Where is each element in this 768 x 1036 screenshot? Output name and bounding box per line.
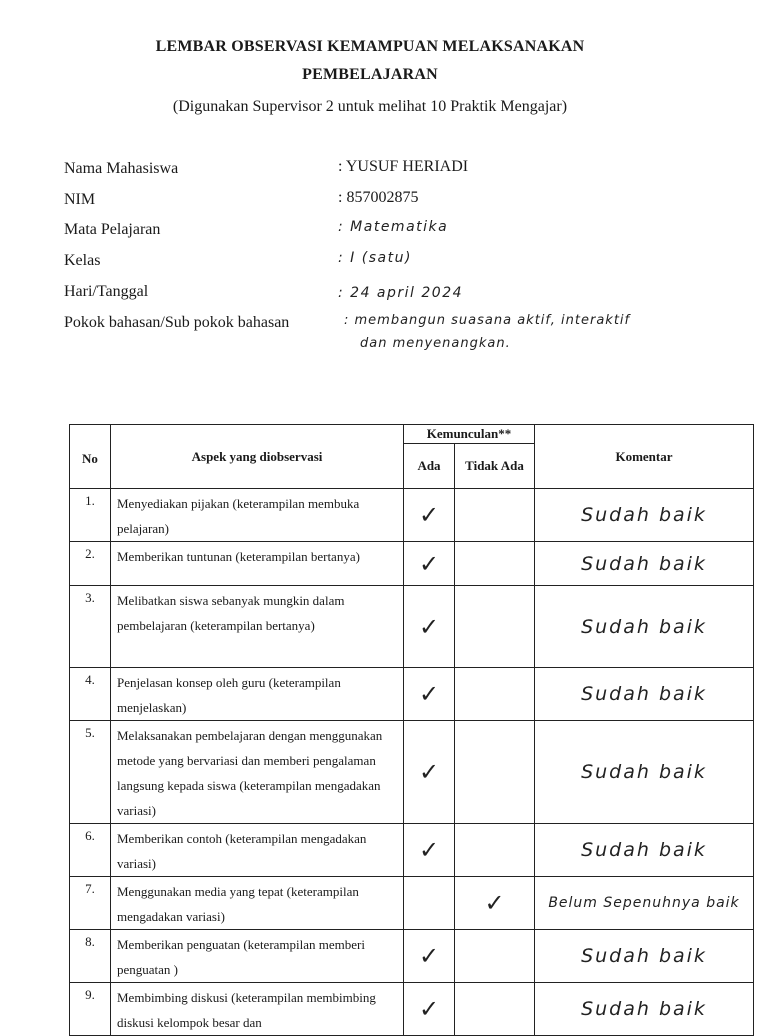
field-label-pokok-bahasan: Pokok bahasan/Sub pokok bahasan [64, 314, 290, 331]
check-mark-icon: ✓ [455, 877, 535, 930]
row-aspek: Memberikan penguatan (keterampilan memberi penguatan ) [111, 930, 404, 983]
row-tidak-ada [455, 586, 535, 668]
field-label-nim: NIM [64, 191, 96, 208]
table-row [70, 668, 754, 721]
row-aspek: Memberikan tuntunan (keterampilan bertanya) [111, 542, 404, 586]
header-ada: Ada [404, 444, 455, 489]
header-aspek: Aspek yang diobservasi [111, 425, 404, 489]
row-komentar: Sudah baik [535, 668, 754, 721]
row-aspek: Memberikan contoh (keterampilan mengadakan variasi) [111, 824, 404, 877]
check-mark-icon: ✓ [404, 586, 455, 668]
document-title-line1: LEMBAR OBSERVASI KEMAMPUAN MELAKSANAKAN [155, 38, 585, 55]
check-mark-icon: ✓ [404, 489, 455, 542]
field-value-pokok-bahasan: : membangun suasana aktif, interaktif [344, 313, 631, 328]
row-number: 1. [70, 489, 111, 542]
row-number: 4. [70, 668, 111, 721]
row-aspek: Membimbing diskusi (keterampilan membimbing diskusi kelompok besar dan [111, 983, 404, 1036]
table-row [70, 721, 754, 824]
row-komentar: Sudah baik [535, 489, 754, 542]
row-komentar: Sudah baik [535, 983, 754, 1036]
row-number: 7. [70, 877, 111, 930]
row-tidak-ada [455, 930, 535, 983]
check-mark-icon: ✓ [404, 542, 455, 586]
row-number: 6. [70, 824, 111, 877]
field-label-tanggal: Hari/Tanggal [64, 283, 149, 300]
field-value-mapel: : Matematika [338, 219, 449, 235]
row-tidak-ada [455, 542, 535, 586]
check-mark-icon: ✓ [404, 721, 455, 824]
table-row [70, 877, 754, 930]
table-row [70, 824, 754, 877]
field-label-mapel: Mata Pelajaran [64, 221, 161, 238]
row-komentar: Belum Sepenuhnya baik [535, 877, 754, 930]
check-mark-icon: ✓ [404, 824, 455, 877]
field-value-nama: : YUSUF HERIADI [338, 158, 469, 175]
row-number: 8. [70, 930, 111, 983]
row-tidak-ada [455, 983, 535, 1036]
header-kemunculan: Kemunculan** [404, 425, 535, 444]
check-mark-icon: ✓ [404, 983, 455, 1036]
header-no: No [70, 425, 111, 489]
row-ada [404, 877, 455, 930]
row-aspek: Penjelasan konsep oleh guru (keterampilan menjelaskan) [111, 668, 404, 721]
row-aspek: Menggunakan media yang tepat (keterampilan mengadakan variasi) [111, 877, 404, 930]
row-tidak-ada [455, 668, 535, 721]
row-tidak-ada [455, 721, 535, 824]
row-tidak-ada [455, 824, 535, 877]
field-label-nama: Nama Mahasiswa [64, 160, 179, 177]
observation-table [69, 424, 754, 1036]
row-komentar: Sudah baik [535, 930, 754, 983]
field-value-tanggal: : 24 april 2024 [338, 285, 464, 301]
row-komentar: Sudah baik [535, 721, 754, 824]
field-value-kelas: : I (satu) [338, 250, 412, 266]
row-number: 2. [70, 542, 111, 586]
row-number: 5. [70, 721, 111, 824]
row-aspek: Melibatkan siswa sebanyak mungkin dalam pembelajaran (keterampilan bertanya) [111, 586, 404, 668]
row-number: 9. [70, 983, 111, 1036]
row-number: 3. [70, 586, 111, 668]
check-mark-icon: ✓ [404, 668, 455, 721]
table-row [70, 983, 754, 1036]
table-row [70, 542, 754, 586]
table-row [70, 930, 754, 983]
header-tidak-ada: Tidak Ada [455, 444, 535, 489]
table-header-row [70, 425, 754, 444]
table-row [70, 586, 754, 668]
row-komentar: Sudah baik [535, 586, 754, 668]
document-subtitle: (Digunakan Supervisor 2 untuk melihat 10 Praktik Mengajar) [172, 98, 568, 115]
check-mark-icon: ✓ [404, 930, 455, 983]
row-komentar: Sudah baik [535, 542, 754, 586]
table-row [70, 489, 754, 542]
document-title-line2: PEMBELAJARAN [302, 66, 438, 83]
row-tidak-ada [455, 489, 535, 542]
header-komentar: Komentar [535, 425, 754, 489]
row-aspek: Melaksanakan pembelajaran dengan menggunakan metode yang bervariasi dan memberi pengalaman langsung kepada siswa (keterampilan mengadakan variasi) [111, 721, 404, 824]
field-label-kelas: Kelas [64, 252, 101, 269]
row-aspek: Menyediakan pijakan (keterampilan membuka pelajaran) [111, 489, 404, 542]
field-value-nim: : 857002875 [338, 189, 419, 206]
row-komentar: Sudah baik [535, 824, 754, 877]
field-value-pokok-bahasan-line2: dan menyenangkan. [360, 336, 511, 351]
